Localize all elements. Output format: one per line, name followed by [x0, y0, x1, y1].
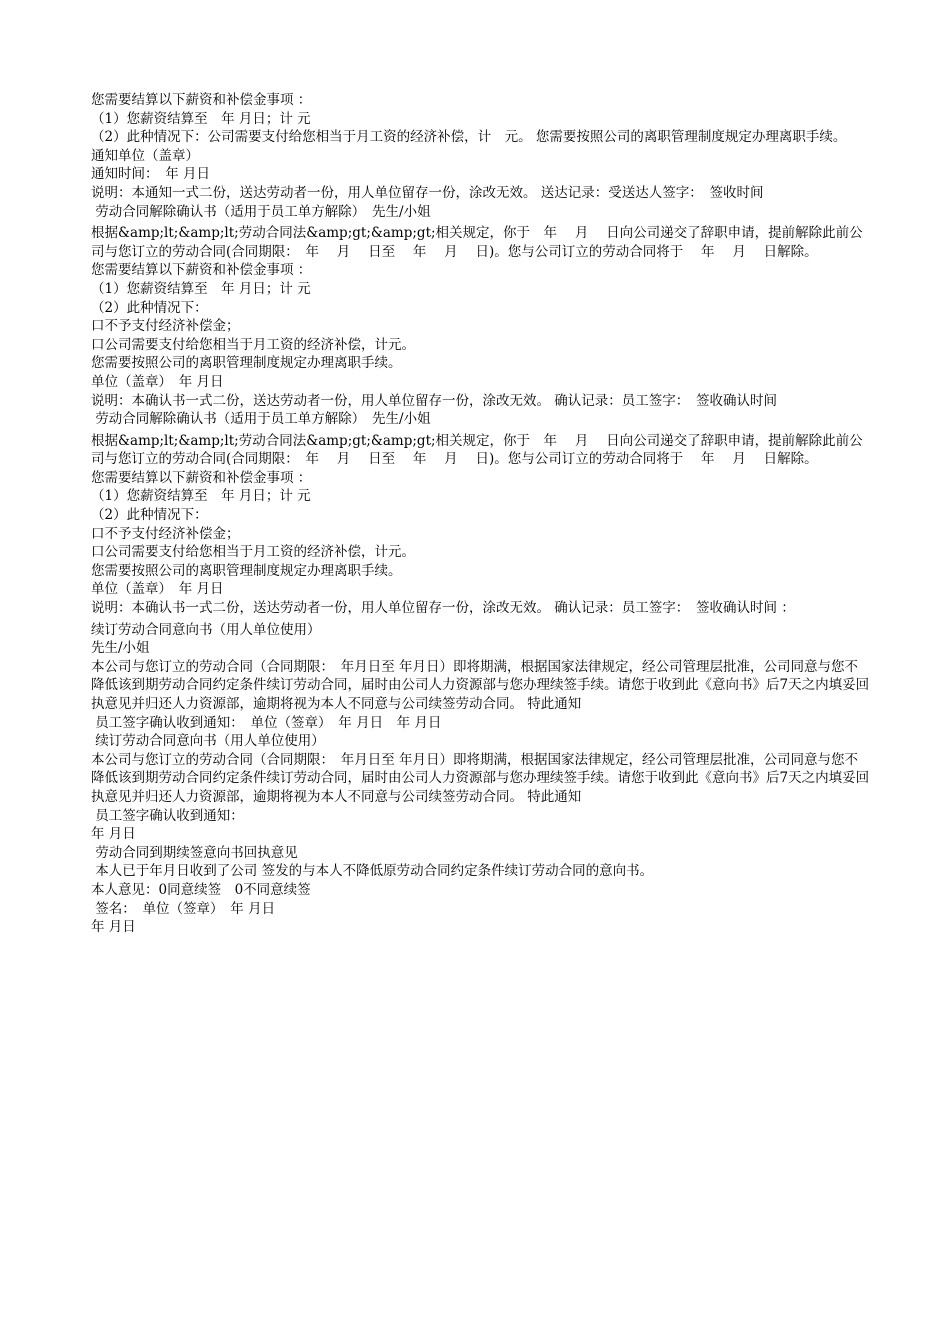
checkbox-option: 口公司需要支付给您相当于月工资的经济补偿，计元。 — [91, 544, 415, 561]
section-heading: 劳动合同解除确认书（适用于员工单方解除） 先生/小姐 — [91, 411, 431, 428]
section-heading: 续订劳动合同意向书（用人单位使用） — [91, 621, 321, 638]
text-line: 根据&amp;lt;&amp;lt;劳动合同法&amp;gt;&amp;gt;相关规定，你于 年 月 日向公司递交了辞职申请，提前解除此前公司与您订立的劳动合同(合同期限： 年 月 日至 年 月 日)。您与公司订立的劳动合同将于 年 月 日解除。 — [91, 432, 863, 468]
text-line: 年 月日 — [91, 826, 136, 843]
text-line: 单位（盖章） 年 月日 — [91, 373, 224, 390]
text-line: 您需要结算以下薪资和补偿金事项 ： — [91, 92, 312, 108]
text-line: （2）此种情况下： — [91, 507, 208, 524]
text-line: 根据&amp;lt;&amp;lt;劳动合同法&amp;gt;&amp;gt;相关规定，你于 年 月 日向公司递交了辞职申请，提前解除此前公司与您订立的劳动合同(合同期限： 年 月 日至 年 月 日)。您与公司订立的劳动合同将于 年 月 日解除。 — [91, 225, 863, 260]
text-line: 您需要按照公司的离职管理制度规定办理离职手续。 — [91, 355, 402, 372]
text-line: 说明：本确认书一式二份，送达劳动者一份，用人单位留存一份，涂改无效。 确认记录：员工签字： 签收确认时间 ： — [91, 600, 795, 617]
text-line: （1）您薪资结算至 年 月日；计 元 — [91, 280, 311, 297]
section-heading: 续订劳动合同意向书（用人单位使用） — [91, 733, 325, 750]
text-line: 通知单位（盖章） — [91, 147, 199, 164]
text-line: 您需要按照公司的离职管理制度规定办理离职手续。 — [91, 562, 402, 579]
text-line: 本公司与您订立的劳动合同（合同期限： 年月日至 年月日）即将期满，根据国家法律规定，经公司管理层批准，公司同意与您不降低该到期劳动合同约定条件续订劳动合同，届时由公司人力资源部与您办理续签手续。请您于收到此《意向书》后7天之内填妥回执意见并归还人力资源部，逾期将视为本人不同意与公司续签劳动合同。 特此通知 — [91, 751, 870, 805]
checkbox-option: 口公司需要支付给您相当于月工资的经济补偿，计元。 — [91, 336, 415, 353]
text-line: （2）此种情况下： — [91, 299, 208, 316]
text-line: 说明：本确认书一式二份，送达劳动者一份，用人单位留存一份，涂改无效。 确认记录：员工签字： 签收确认时间 — [91, 392, 778, 409]
text-line: 单位（盖章） 年 月日 — [91, 581, 224, 598]
text-line: 员工签字确认收到通知： 单位（签章） 年 月日 年 月日 — [91, 714, 442, 731]
text-line: 说明：本通知一式二份，送达劳动者一份，用人单位留存一份，涂改无效。 送达记录：受送达人签字： 签收时间 — [91, 184, 764, 201]
text-line: 年 月日 — [91, 919, 136, 936]
text-line: 签名： 单位（签章） 年 月日 — [91, 900, 276, 917]
checkbox-option: 口不予支付经济补偿金； — [91, 525, 240, 542]
section-heading: 劳动合同解除确认书（适用于员工单方解除） 先生/小姐 — [91, 203, 431, 220]
text-line: 通知时间： 年 月日 — [91, 166, 211, 183]
text-line: 您需要结算以下薪资和补偿金事项 ： — [91, 469, 312, 486]
checkbox-option: 口不予支付经济补偿金； — [91, 318, 240, 335]
document-body — [91, 91, 871, 937]
text-line: 员工签字确认收到通知： — [91, 807, 244, 824]
text-line: 本公司与您订立的劳动合同（合同期限： 年月日至 年月日）即将期满，根据国家法律规定，经公司管理层批准，公司同意与您不降低该到期劳动合同约定条件续订劳动合同，届时由公司人力资源部与您办理续签手续。请您于收到此《意向书》后7天之内填妥回执意见并归还人力资源部，逾期将视为本人不同意与公司续签劳动合同。 特此通知 — [91, 658, 870, 712]
text-line: 先生/小姐 — [91, 640, 150, 657]
text-line: （1）您薪资结算至 年 月日；计 元 — [91, 488, 311, 505]
text-line: （2）此种情况下：公司需要支付给您相当于月工资的经济补偿，计 元。 您需要按照公司的离职管理制度规定办理离职手续。 — [91, 129, 847, 146]
text-line: （1）您薪资结算至 年 月日；计 元 — [91, 110, 311, 127]
text-line: 本人已于年月日收到了公司 签发的与本人不降低原劳动合同约定条件续订劳动合同的意向书。 — [91, 863, 654, 880]
section-heading: 劳动合同到期续签意向书回执意见 — [91, 844, 298, 861]
text-line: 您需要结算以下薪资和补偿金事项 ： — [91, 262, 312, 279]
text-line: 本人意见：0同意续签 0不同意续签 — [91, 881, 311, 898]
